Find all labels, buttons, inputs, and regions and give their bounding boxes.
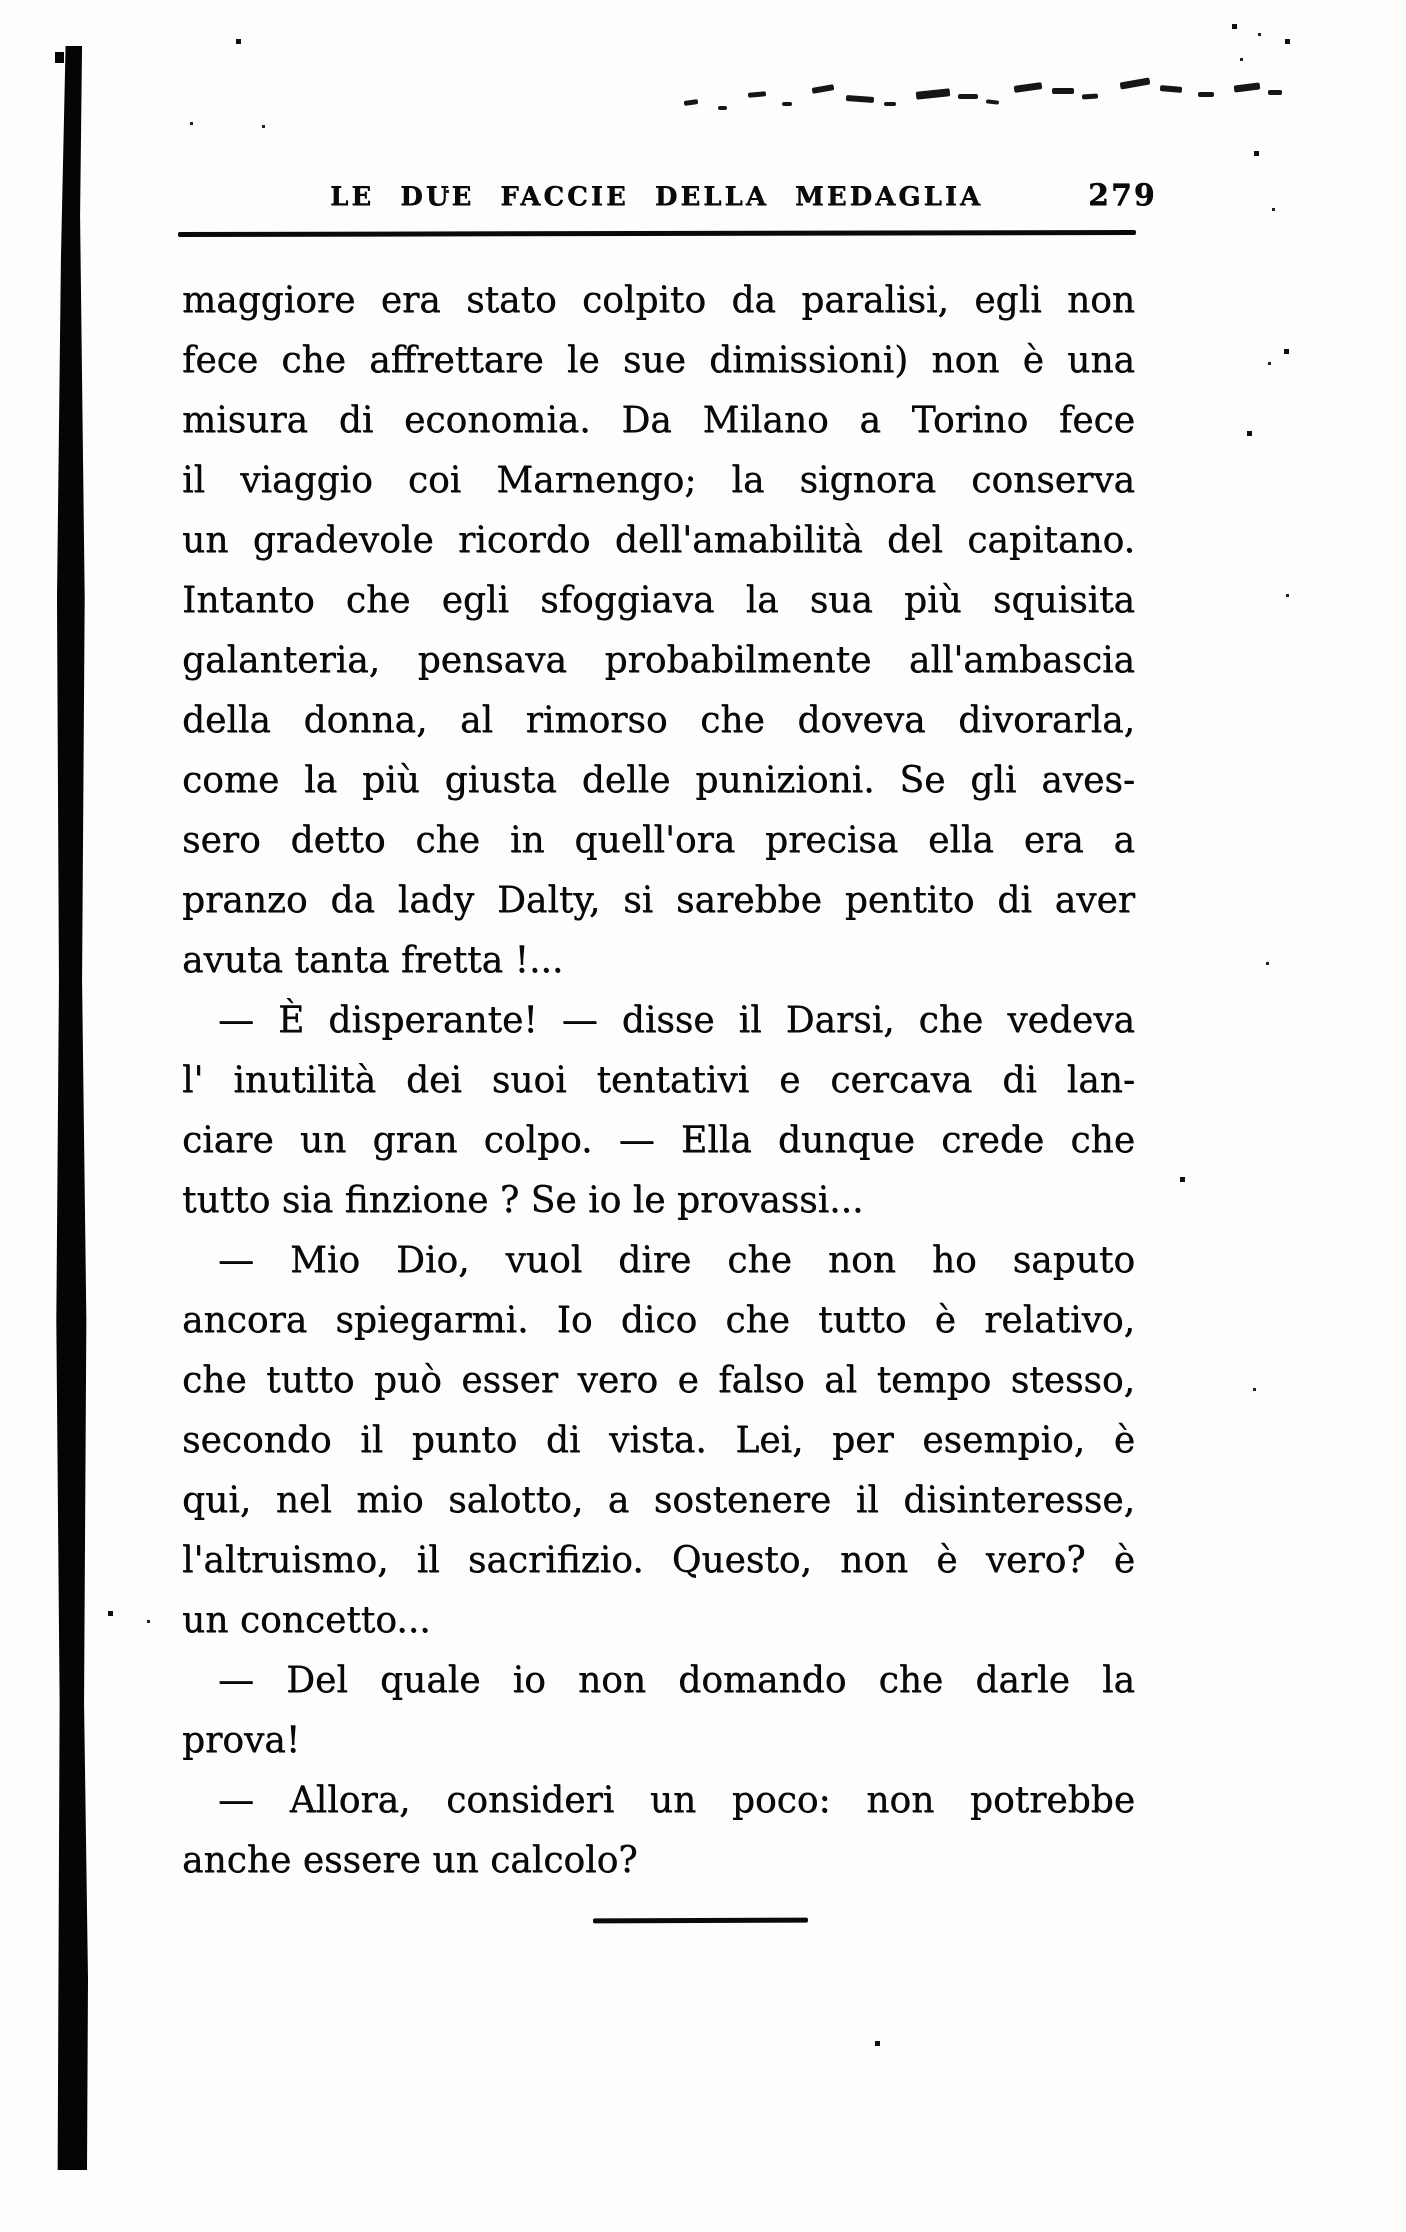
scan-smudge	[812, 84, 835, 94]
scan-smudge	[718, 106, 727, 110]
scan-smudge	[1198, 92, 1214, 97]
text-line: il viaggio coi Marnengo; la signora conserva	[182, 460, 1135, 501]
scan-smudge	[782, 102, 792, 106]
text-line: anche essere un calcolo?	[182, 1840, 638, 1881]
text-line: — Allora, consideri un poco: non potrebbe	[218, 1780, 1135, 1821]
text-line: maggiore era stato colpito da paralisi, egli non	[182, 280, 1135, 321]
scan-smudge	[916, 88, 951, 100]
scan-smudge	[846, 95, 874, 103]
text-line: sero detto che in quell'ora precisa ella era a	[182, 820, 1135, 861]
binding-shadow-head	[55, 52, 64, 63]
scan-smudge	[1268, 90, 1282, 95]
text-line: secondo il punto di vista. Lei, per esempio, è	[182, 1420, 1135, 1461]
text-line: pranzo da lady Dalty, si sarebbe pentito di aver	[182, 880, 1135, 921]
text-line: ciare un gran colpo. — Ella dunque crede che	[182, 1120, 1135, 1161]
scan-smudge	[1014, 82, 1043, 93]
scan-smudge	[986, 99, 999, 104]
text-line: — È disperante! — disse il Darsi, che vedeva	[218, 1000, 1135, 1041]
section-divider-rule	[593, 1918, 808, 1924]
scan-smudge	[684, 99, 699, 106]
text-line: misura di economia. Da Milano a Torino fece	[182, 400, 1135, 441]
scan-smudge	[1160, 85, 1182, 93]
text-line: — Del quale io non domando che darle la	[218, 1660, 1135, 1701]
scan-specks	[0, 0, 3, 3]
scan-smudge	[1052, 88, 1074, 94]
header-rule	[178, 230, 1136, 237]
body-text	[182, 271, 1135, 1891]
page-number: 279	[1088, 178, 1157, 213]
text-line: qui, nel mio salotto, a sostenere il disinteresse,	[182, 1480, 1135, 1521]
text-line: — Mio Dio, vuol dire che non ho saputo	[218, 1240, 1135, 1281]
text-line: come la più giusta delle punizioni. Se gli aves-	[182, 760, 1135, 801]
text-line: l' inutilità dei suoi tentativi e cercava di lan-	[182, 1060, 1135, 1101]
text-line: l'altruismo, il sacrifizio. Questo, non è vero? è	[182, 1540, 1135, 1581]
text-line: della donna, al rimorso che doveva divorarla,	[182, 700, 1135, 741]
text-line: Intanto che egli sfoggiava la sua più squisita	[182, 580, 1135, 621]
text-line: fece che affrettare le sue dimissioni) non è una	[182, 340, 1135, 381]
text-line: avuta tanta fretta !...	[182, 940, 564, 981]
scan-smudge	[748, 91, 766, 98]
scan-smudge	[958, 94, 978, 99]
scan-smudge	[1120, 77, 1151, 89]
text-line: un concetto...	[182, 1600, 431, 1641]
scan-smudge	[1082, 93, 1098, 99]
text-line: un gradevole ricordo dell'amabilità del capitano.	[182, 520, 1135, 561]
text-line: galanteria, pensava probabilmente all'ambascia	[182, 640, 1135, 681]
text-line: prova!	[182, 1720, 301, 1761]
scan-smudge	[884, 102, 896, 106]
text-line: che tutto può esser vero e falso al tempo stesso,	[182, 1360, 1135, 1401]
binding-shadow	[55, 46, 88, 2170]
scan-smudge	[1234, 82, 1261, 92]
text-line: tutto sia finzione ? Se io le provassi...	[182, 1180, 864, 1221]
text-line: ancora spiegarmi. Io dico che tutto è relativo,	[182, 1300, 1135, 1341]
running-title: LE DUE FACCIE DELLA MEDAGLIA	[330, 182, 984, 212]
